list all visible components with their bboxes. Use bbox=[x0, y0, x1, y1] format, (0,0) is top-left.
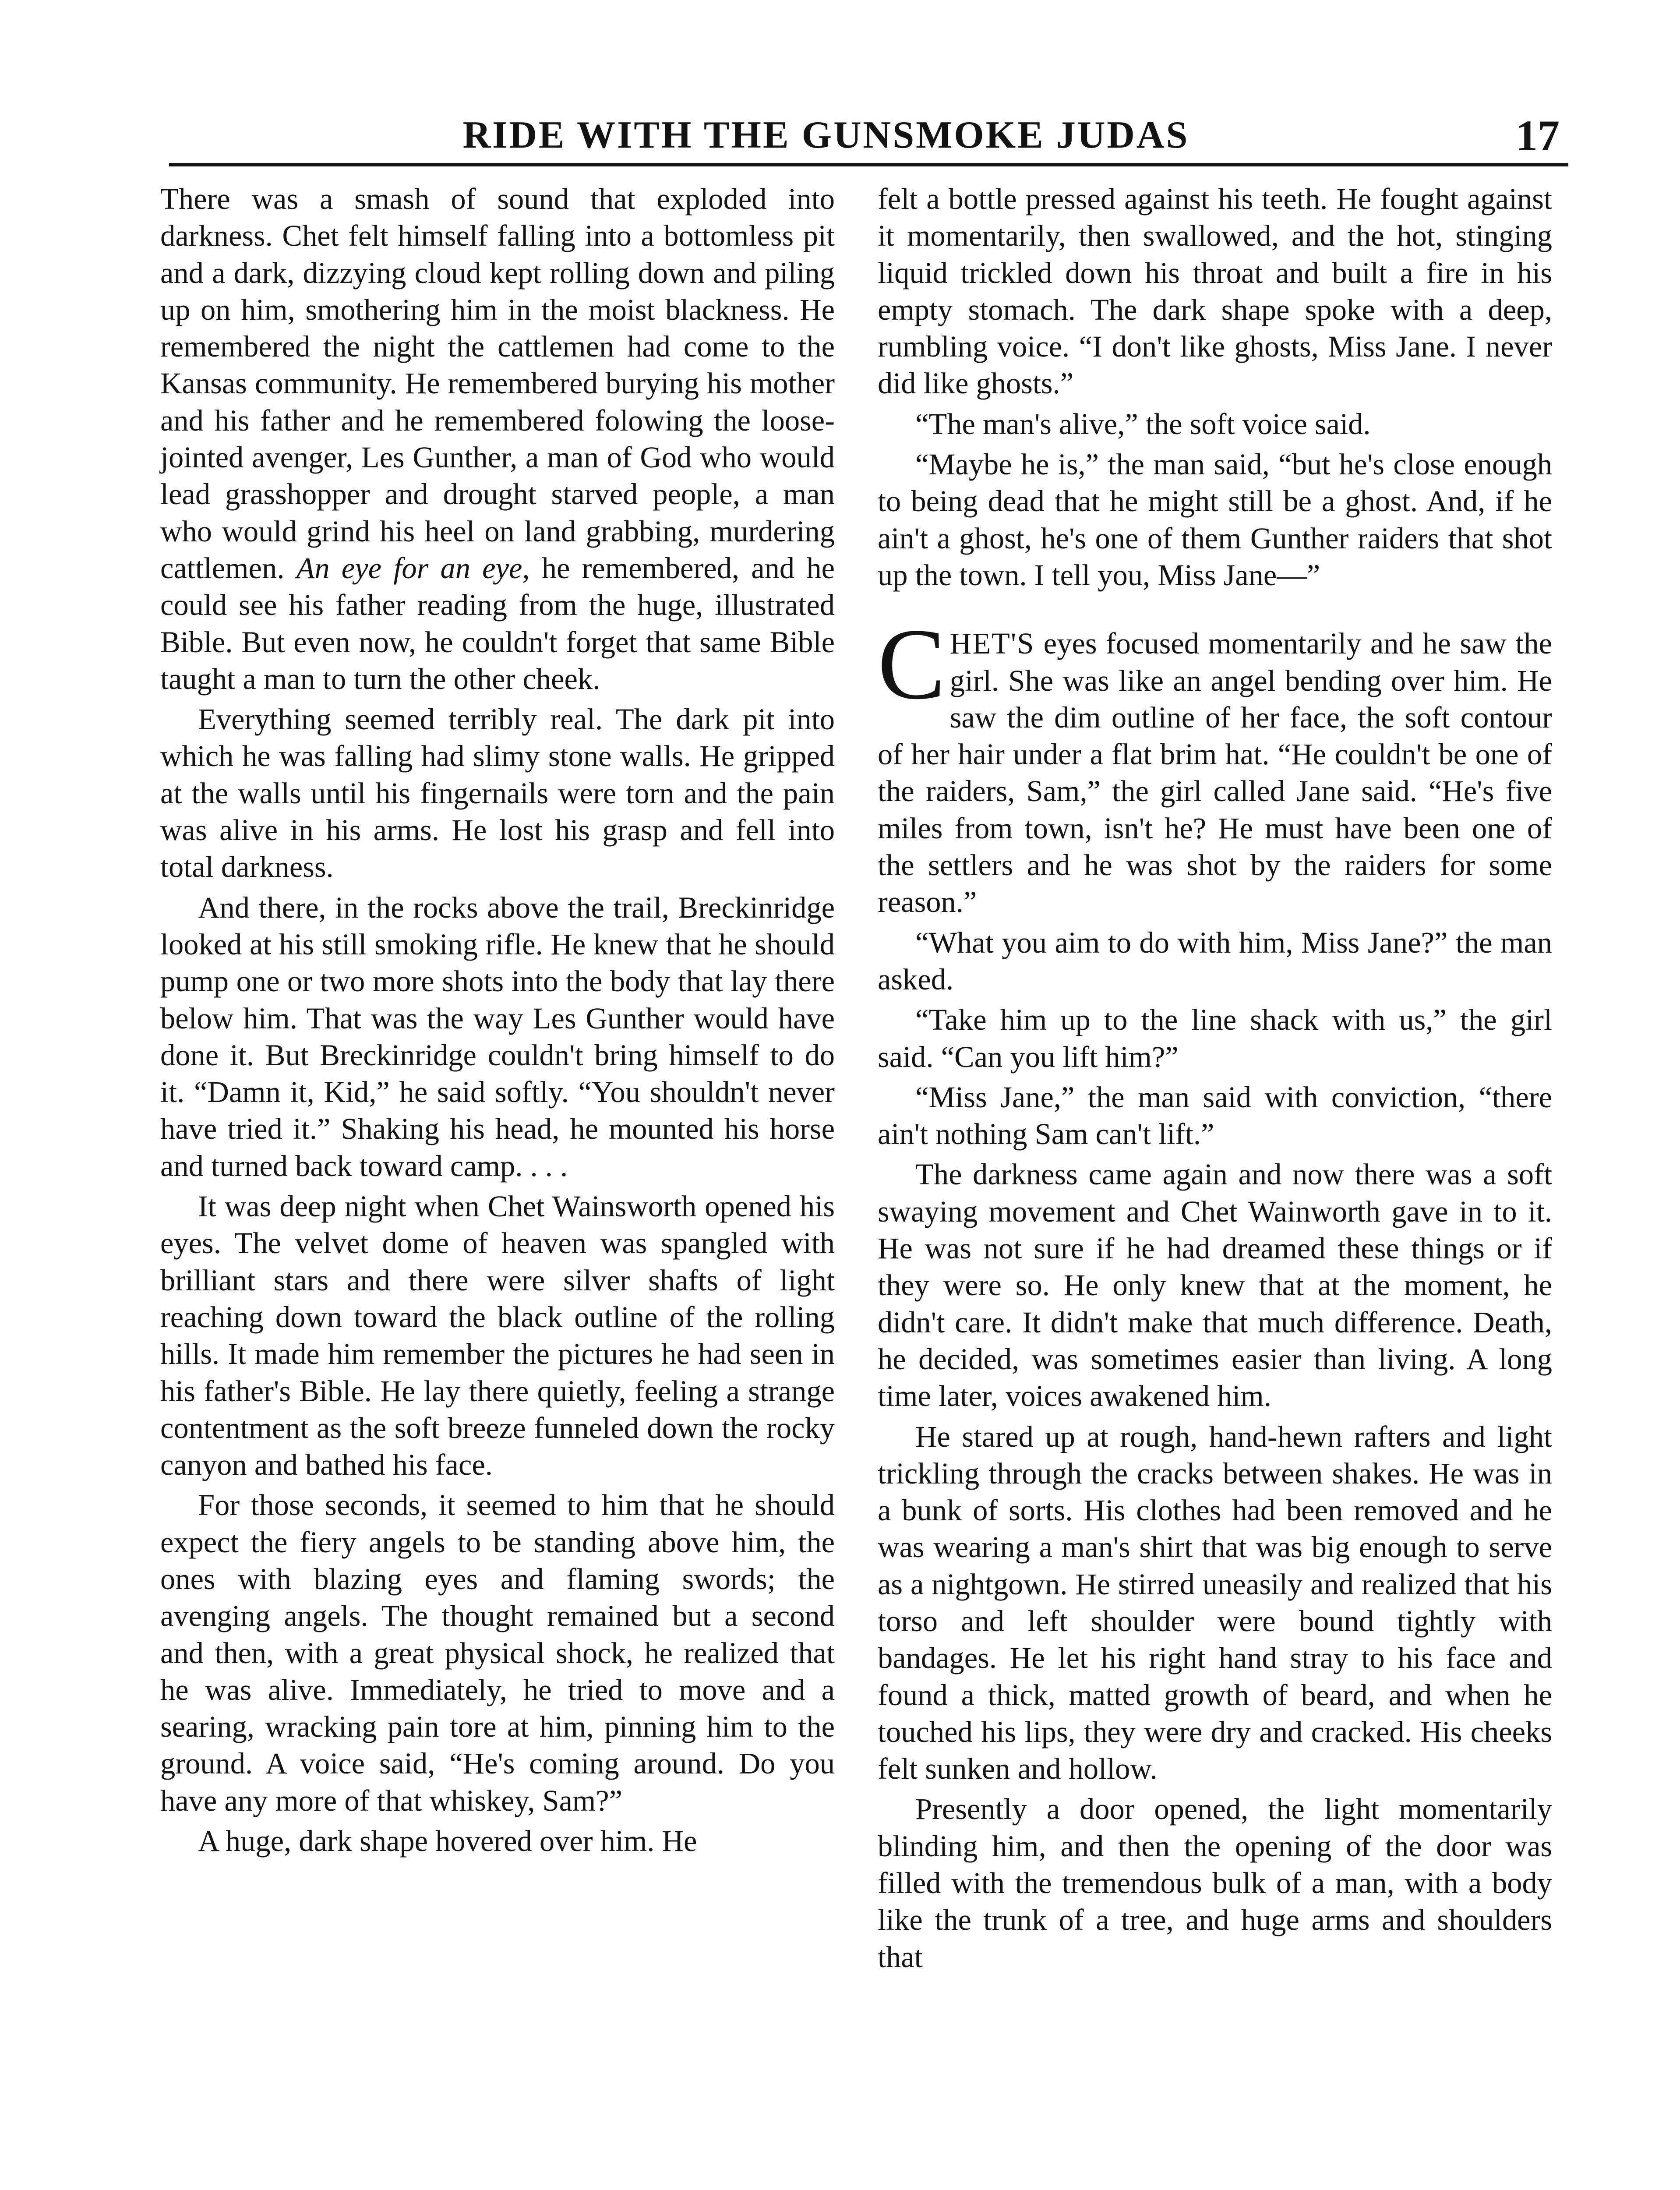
paragraph: “Miss Jane,” the man said with conviction, “there ain't nothing Sam can't lift.” bbox=[878, 1080, 1552, 1151]
header-rule bbox=[169, 163, 1568, 166]
paragraph: He stared up at rough, hand-hewn rafters and light trickling through the cracks between shakes. He was in a bunk of sorts. His clothes had been removed and he was wearing a man's shirt that was big enough to serve as a nightgown. He stirred uneasily and realized that his torso and left shoulder were bound tightly with bandages. He let his right hand stray to his face and found a thick, matted growth of beard, and when he touched his lips, they were dry and cracked. His cheeks felt sunken and hollow. bbox=[878, 1420, 1552, 1786]
paragraph: A huge, dark shape hovered over him. He bbox=[198, 1824, 697, 1858]
paragraph-text: he remembered, and he could see his father reading from the huge, illustrated Bible. But even now, he couldn't forget that same Bible taught a man to turn the other cheek. bbox=[160, 551, 835, 696]
paragraph: Everything seemed terribly real. The dark pit into which he was falling had slimy stone walls. He gripped at the walls until his fingernails were torn and the pain was alive in his arms. He lost his grasp and fell into total darkness. bbox=[160, 703, 835, 884]
paragraph-text: eyes focused momentarily and he saw the girl. She was like an angel bending over him. He saw the dim outline of her face, the soft contour of her hair under a flat brim hat. “He couldn't be one of the raiders, Sam,” the girl called Jane said. “He's five miles from town, isn't he? He must have been one of the settlers and he was shot by the raiders for some reason.” bbox=[878, 627, 1552, 919]
drop-cap-letter: C bbox=[878, 608, 946, 721]
dropcap-paragraph bbox=[878, 608, 1552, 920]
left-column bbox=[160, 180, 835, 1863]
page-number: 17 bbox=[1516, 111, 1560, 160]
small-caps-lead: HET'S bbox=[949, 627, 1035, 661]
paragraph: And there, in the rocks above the trail, Breckinridge looked at his still smoking rifle. He knew that he should pump one or two more shots into the body that lay there below him. That was the way Les Gunther would have done it. But Breckinridge couldn't bring himself to do it. “Damn it, Kid,” he said softly. “You shouldn't never have tried it.” Shaking his head, he mounted his horse and turned back toward camp. . . . bbox=[160, 890, 835, 1183]
running-title: RIDE WITH THE GUNSMOKE JUDAS bbox=[462, 114, 1189, 156]
paragraph: “Maybe he is,” the man said, “but he's close enough to being dead that he might still be a ghost. And, if he ain't a ghost, he's one of them Gunther raiders that shot up the town. I tell you, Miss Jane—” bbox=[878, 448, 1552, 592]
paragraph bbox=[160, 180, 835, 697]
right-column bbox=[878, 180, 1552, 1979]
paragraph: For those seconds, it seemed to him that he should expect the fiery angels to be standing above him, the ones with blazing eyes and flaming swords; the avenging angels. The thought remained but a second and then, with a great physical shock, he realized that he was alive. Immediately, he tried to move and a searing, wracking pain tore at him, pinning him to the ground. A voice said, “He's coming around. Do you have any more of that whiskey, Sam?” bbox=[160, 1488, 835, 1817]
paragraph: The darkness came again and now there was a soft swaying movement and Chet Wainworth gave in to it. He was not sure if he had dreamed these things or if they were so. He only knew that at the moment, he didn't care. It didn't make that much difference. Death, he decided, was sometimes easier than living. A long time later, voices awakened him. bbox=[878, 1158, 1552, 1413]
paragraph-text: There was a smash of sound that exploded into darkness. Chet felt himself falling into a bottomless pit and a dark, dizzying cloud kept rolling down and piling up on him, smothering him in the moist blackness. He remembered the night the cattlemen had come to the Kansas community. He remembered burying his mother and his father and he remembered folowing the loose-jointed avenger, Les Gunther, a man of God who would lead grasshopper and drought starved people, a man who would grind his heel on land grabbing, murdering cattlemen. bbox=[160, 182, 835, 585]
paragraph: “What you aim to do with him, Miss Jane?” the man asked. bbox=[878, 925, 1552, 996]
paragraph: “Take him up to the line shack with us,” the girl said. “Can you lift him?” bbox=[878, 1003, 1552, 1074]
paragraph: felt a bottle pressed against his teeth. He fought against it momentarily, then swallowed, and the hot, stinging liquid trickled down his throat and built a fire in his empty stomach. The dark shape spoke with a deep, rumbling voice. “I don't like ghosts, Miss Jane. I never did like ghosts.” bbox=[878, 182, 1552, 400]
paragraph: It was deep night when Chet Wainsworth opened his eyes. The velvet dome of heaven was spangled with brilliant stars and there were silver shafts of light reaching down toward the black outline of the rolling hills. It made him remember the pictures he had seen in his father's Bible. He lay there quietly, feeling a strange contentment as the soft breeze funneled down the rocky canyon and bathed his face. bbox=[160, 1190, 835, 1482]
paragraph: Presently a door opened, the light momentarily blinding him, and then the opening of the door was filled with the tremendous bulk of a man, with a body like the trunk of a tree, and huge arms and shoulders that bbox=[878, 1792, 1552, 1974]
italic-phrase: An eye for an eye, bbox=[296, 551, 530, 585]
paragraph: “The man's alive,” the soft voice said. bbox=[915, 407, 1371, 441]
page-header bbox=[169, 101, 1568, 166]
